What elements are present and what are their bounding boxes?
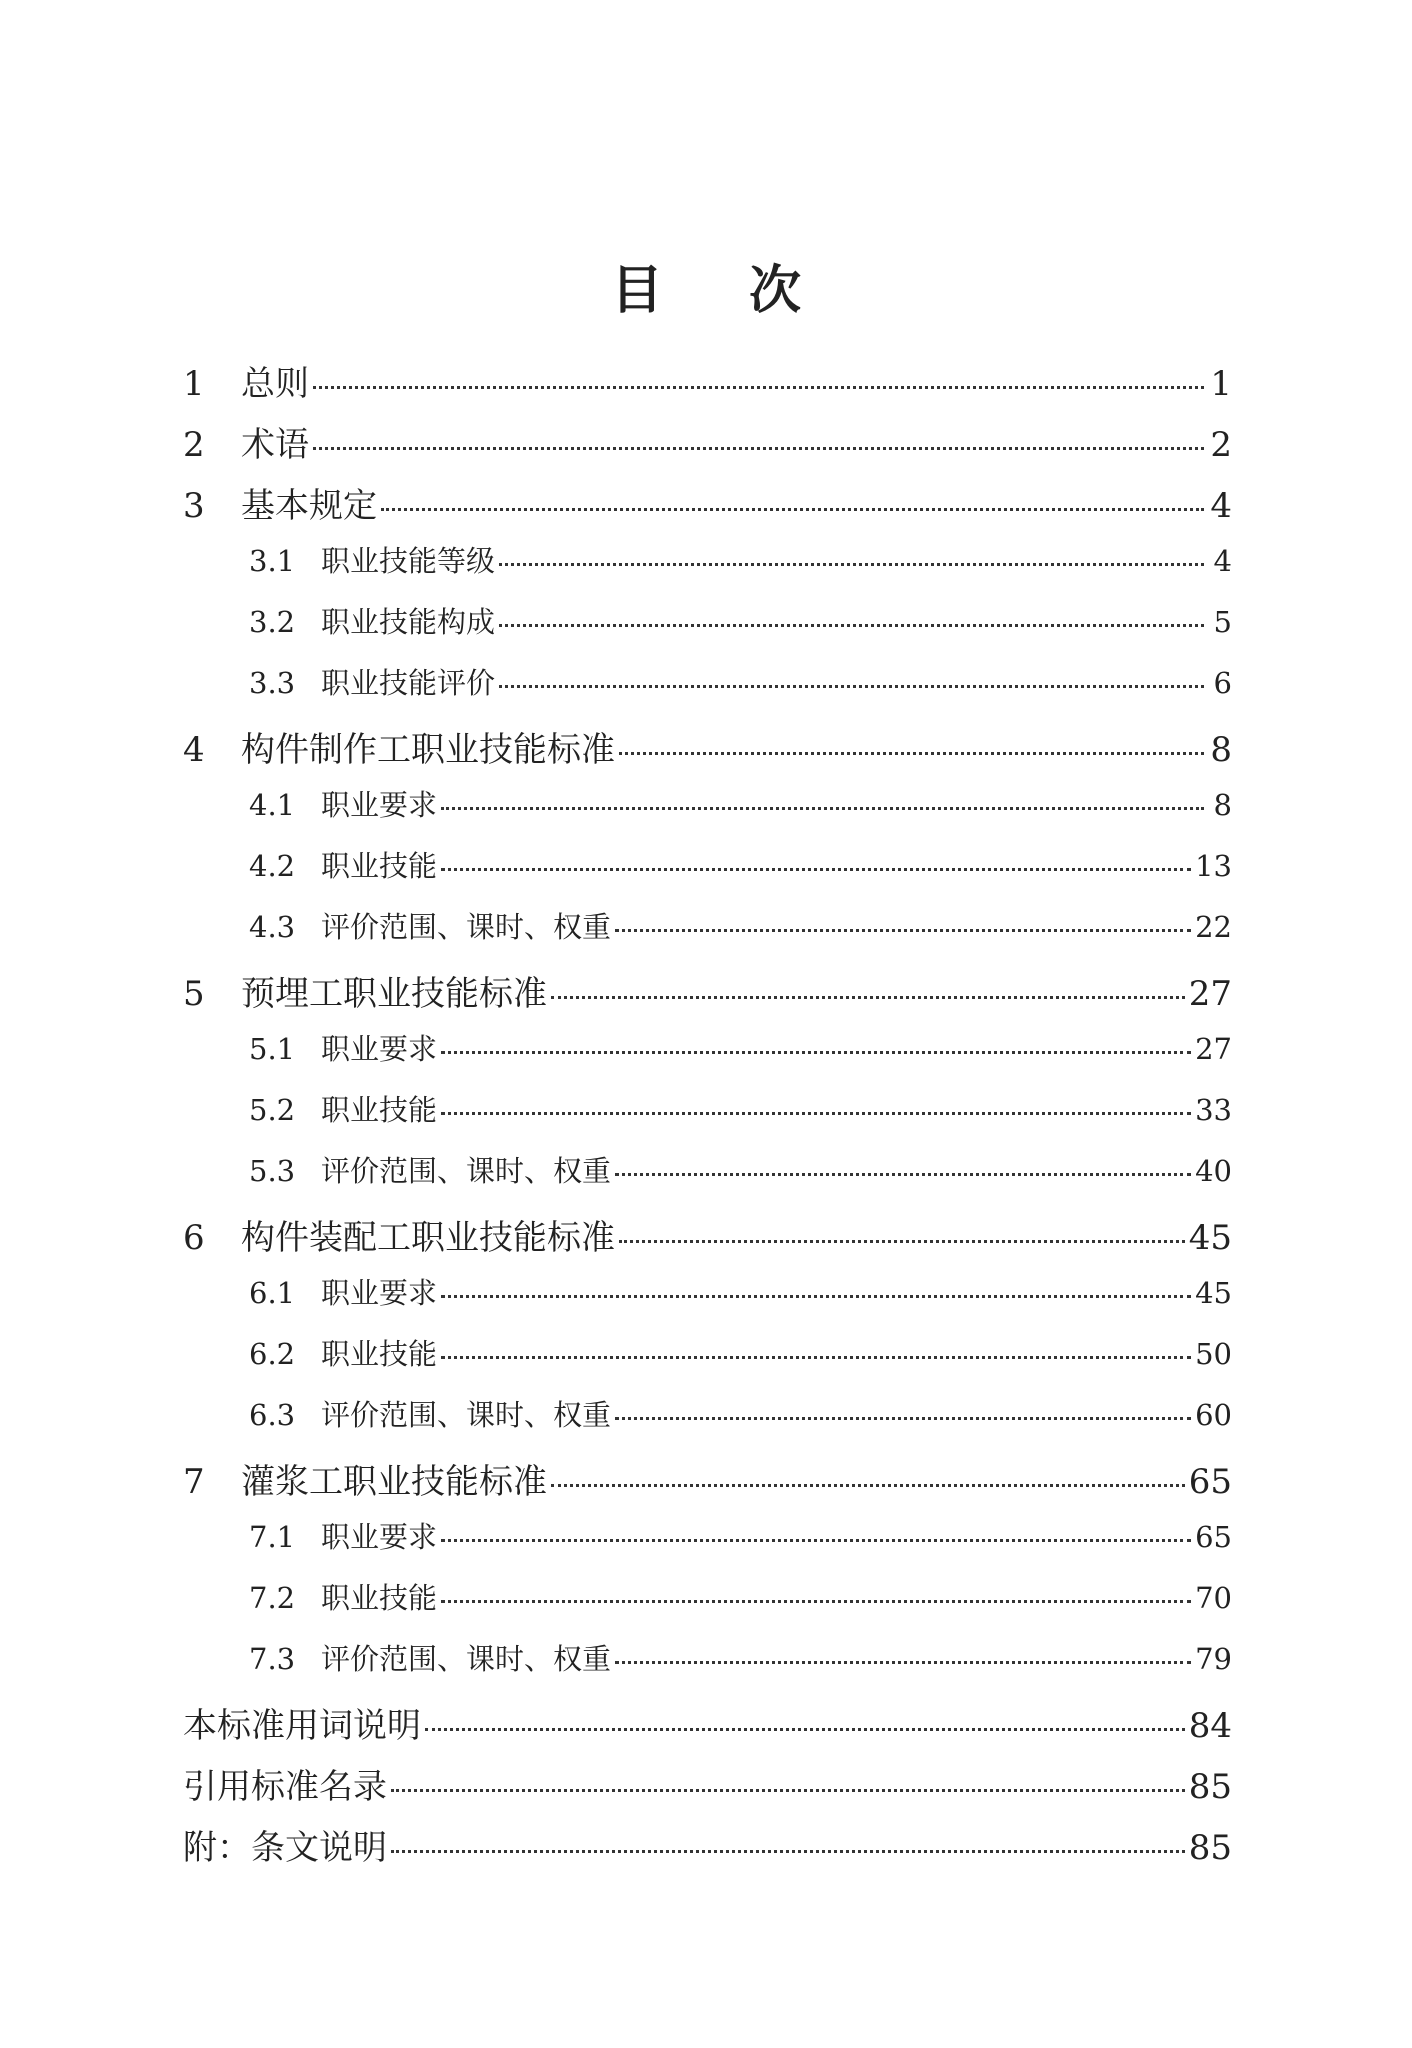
dot-leader xyxy=(499,603,1204,632)
dot-leader xyxy=(615,908,1191,937)
toc-entry-page-number: 60 xyxy=(1195,1398,1232,1432)
toc-entry-page-number: 84 xyxy=(1188,1706,1232,1746)
toc-entry-title: 本标准用词说明 xyxy=(183,1706,421,1746)
dot-leader xyxy=(425,1703,1185,1737)
toc-entry-title: 职业技能 xyxy=(321,1093,438,1127)
toc-entry[interactable] xyxy=(183,1637,1232,1698)
toc-entry-page-number: 79 xyxy=(1195,1642,1232,1676)
toc-entry[interactable] xyxy=(183,1210,1232,1271)
dot-leader xyxy=(441,1335,1191,1364)
toc-entry-number: 4 xyxy=(183,730,205,770)
dot-leader xyxy=(551,971,1185,1005)
toc-entry-number: 5.3 xyxy=(249,1154,296,1188)
toc-entry-title: 职业技能等级 xyxy=(321,544,496,578)
toc-entry-title: 附：条文说明 xyxy=(183,1828,387,1868)
toc-entry-number: 4.3 xyxy=(249,910,296,944)
toc-entry[interactable] xyxy=(183,478,1232,539)
toc-entry-number: 6.1 xyxy=(249,1276,296,1310)
toc-entry-page-number: 4 xyxy=(1213,544,1232,578)
toc-entry-title: 职业技能评价 xyxy=(321,666,496,700)
toc-entry-page-number: 65 xyxy=(1195,1520,1232,1554)
toc-entry-title: 职业要求 xyxy=(321,1520,438,1554)
toc-entry-page-number: 13 xyxy=(1195,849,1232,883)
table-of-contents xyxy=(183,356,1232,1881)
toc-entry[interactable] xyxy=(183,1515,1232,1576)
toc-entry-page-number: 40 xyxy=(1195,1154,1232,1188)
toc-entry-title: 基本规定 xyxy=(241,486,377,526)
toc-entry-page-number: 45 xyxy=(1195,1276,1232,1310)
toc-entry-page-number: 70 xyxy=(1195,1581,1232,1615)
toc-entry[interactable] xyxy=(183,1393,1232,1454)
dot-leader xyxy=(615,1640,1191,1669)
toc-entry-title: 职业要求 xyxy=(321,1276,438,1310)
dot-leader xyxy=(441,786,1204,815)
toc-entry-title: 职业技能 xyxy=(321,849,438,883)
dot-leader xyxy=(551,1459,1185,1493)
page-title xyxy=(0,248,1412,323)
toc-entry-title: 构件装配工职业技能标准 xyxy=(241,1218,615,1258)
toc-entry-title: 职业技能 xyxy=(321,1581,438,1615)
dot-leader xyxy=(441,1579,1191,1608)
toc-entry-number: 7.3 xyxy=(249,1642,296,1676)
dot-leader xyxy=(441,1274,1191,1303)
toc-entry-title: 评价范围、课时、权重 xyxy=(321,1398,612,1432)
toc-entry-page-number: 6 xyxy=(1213,666,1232,700)
dot-leader xyxy=(615,1152,1191,1181)
toc-entry-number: 6 xyxy=(183,1218,205,1258)
toc-entry-title: 评价范围、课时、权重 xyxy=(321,910,612,944)
toc-entry-number: 6.2 xyxy=(249,1337,296,1371)
toc-entry-page-number: 22 xyxy=(1195,910,1232,944)
dot-leader xyxy=(391,1825,1185,1859)
dot-leader xyxy=(381,483,1204,517)
dot-leader xyxy=(441,1030,1191,1059)
toc-entry-page-number: 85 xyxy=(1188,1828,1232,1868)
toc-entry[interactable] xyxy=(183,1454,1232,1515)
toc-entry-page-number: 45 xyxy=(1188,1218,1232,1258)
toc-entry-number: 3 xyxy=(183,486,205,526)
toc-entry-number: 4.2 xyxy=(249,849,296,883)
toc-entry-title: 评价范围、课时、权重 xyxy=(321,1154,612,1188)
dot-leader xyxy=(313,361,1204,395)
toc-entry[interactable] xyxy=(183,1332,1232,1393)
toc-entry-number: 5.1 xyxy=(249,1032,296,1066)
toc-entry[interactable] xyxy=(183,1149,1232,1210)
dot-leader xyxy=(615,1396,1191,1425)
toc-entry-number: 3.3 xyxy=(249,666,296,700)
toc-entry-title: 职业技能 xyxy=(321,1337,438,1371)
dot-leader xyxy=(499,542,1204,571)
toc-entry-number: 1 xyxy=(183,364,205,404)
toc-entry-title: 构件制作工职业技能标准 xyxy=(241,730,615,770)
toc-entry-title: 评价范围、课时、权重 xyxy=(321,1642,612,1676)
toc-entry-number: 4.1 xyxy=(249,788,296,822)
toc-entry-number: 5.2 xyxy=(249,1093,296,1127)
toc-entry-number: 7 xyxy=(183,1462,205,1502)
toc-entry[interactable] xyxy=(183,356,1232,417)
toc-entry[interactable] xyxy=(183,661,1232,722)
dot-leader xyxy=(441,847,1191,876)
toc-entry[interactable] xyxy=(183,905,1232,966)
toc-entry-title: 引用标准名录 xyxy=(183,1767,387,1807)
toc-entry-page-number: 65 xyxy=(1188,1462,1232,1502)
toc-entry[interactable] xyxy=(183,1088,1232,1149)
toc-entry-number: 7.1 xyxy=(249,1520,296,1554)
toc-entry[interactable] xyxy=(183,539,1232,600)
toc-entry[interactable] xyxy=(183,417,1232,478)
toc-entry-page-number: 8 xyxy=(1210,730,1232,770)
toc-entry-title: 灌浆工职业技能标准 xyxy=(241,1462,547,1502)
toc-entry-number: 3.1 xyxy=(249,544,296,578)
toc-entry-page-number: 27 xyxy=(1195,1032,1232,1066)
dot-leader xyxy=(499,664,1204,693)
toc-entry[interactable] xyxy=(183,966,1232,1027)
toc-entry-page-number: 2 xyxy=(1210,425,1232,465)
toc-entry-number: 6.3 xyxy=(249,1398,296,1432)
toc-entry-page-number: 50 xyxy=(1195,1337,1232,1371)
dot-leader xyxy=(619,727,1204,761)
toc-entry[interactable] xyxy=(183,600,1232,661)
toc-entry-page-number: 27 xyxy=(1188,974,1232,1014)
toc-entry-title: 职业要求 xyxy=(321,788,438,822)
dot-leader xyxy=(441,1091,1191,1120)
toc-entry-page-number: 1 xyxy=(1210,364,1232,404)
toc-entry-title: 预埋工职业技能标准 xyxy=(241,974,547,1014)
toc-entry[interactable] xyxy=(183,1027,1232,1088)
toc-entry[interactable] xyxy=(183,783,1232,844)
toc-entry[interactable] xyxy=(183,1820,1232,1881)
toc-entry-number: 5 xyxy=(183,974,205,1014)
dot-leader xyxy=(313,422,1204,456)
toc-entry[interactable] xyxy=(183,1759,1232,1820)
dot-leader xyxy=(619,1215,1185,1249)
dot-leader xyxy=(441,1518,1191,1547)
toc-entry-number: 2 xyxy=(183,425,205,465)
toc-entry-number: 3.2 xyxy=(249,605,296,639)
toc-entry-page-number: 8 xyxy=(1213,788,1232,822)
toc-entry-page-number: 4 xyxy=(1210,486,1232,526)
toc-entry[interactable] xyxy=(183,844,1232,905)
toc-entry-title: 总则 xyxy=(241,364,309,404)
toc-entry-title: 术语 xyxy=(241,425,309,465)
toc-entry[interactable] xyxy=(183,722,1232,783)
page-title-char-2: 次 xyxy=(749,260,802,321)
toc-entry[interactable] xyxy=(183,1271,1232,1332)
dot-leader xyxy=(391,1764,1185,1798)
toc-entry-number: 7.2 xyxy=(249,1581,296,1615)
toc-entry-page-number: 85 xyxy=(1188,1767,1232,1807)
toc-entry-title: 职业要求 xyxy=(321,1032,438,1066)
page-title-char-1: 目 xyxy=(610,260,663,321)
toc-entry[interactable] xyxy=(183,1576,1232,1637)
toc-entry-page-number: 5 xyxy=(1213,605,1232,639)
toc-entry-page-number: 33 xyxy=(1195,1093,1232,1127)
toc-entry-title: 职业技能构成 xyxy=(321,605,496,639)
toc-entry[interactable] xyxy=(183,1698,1232,1759)
